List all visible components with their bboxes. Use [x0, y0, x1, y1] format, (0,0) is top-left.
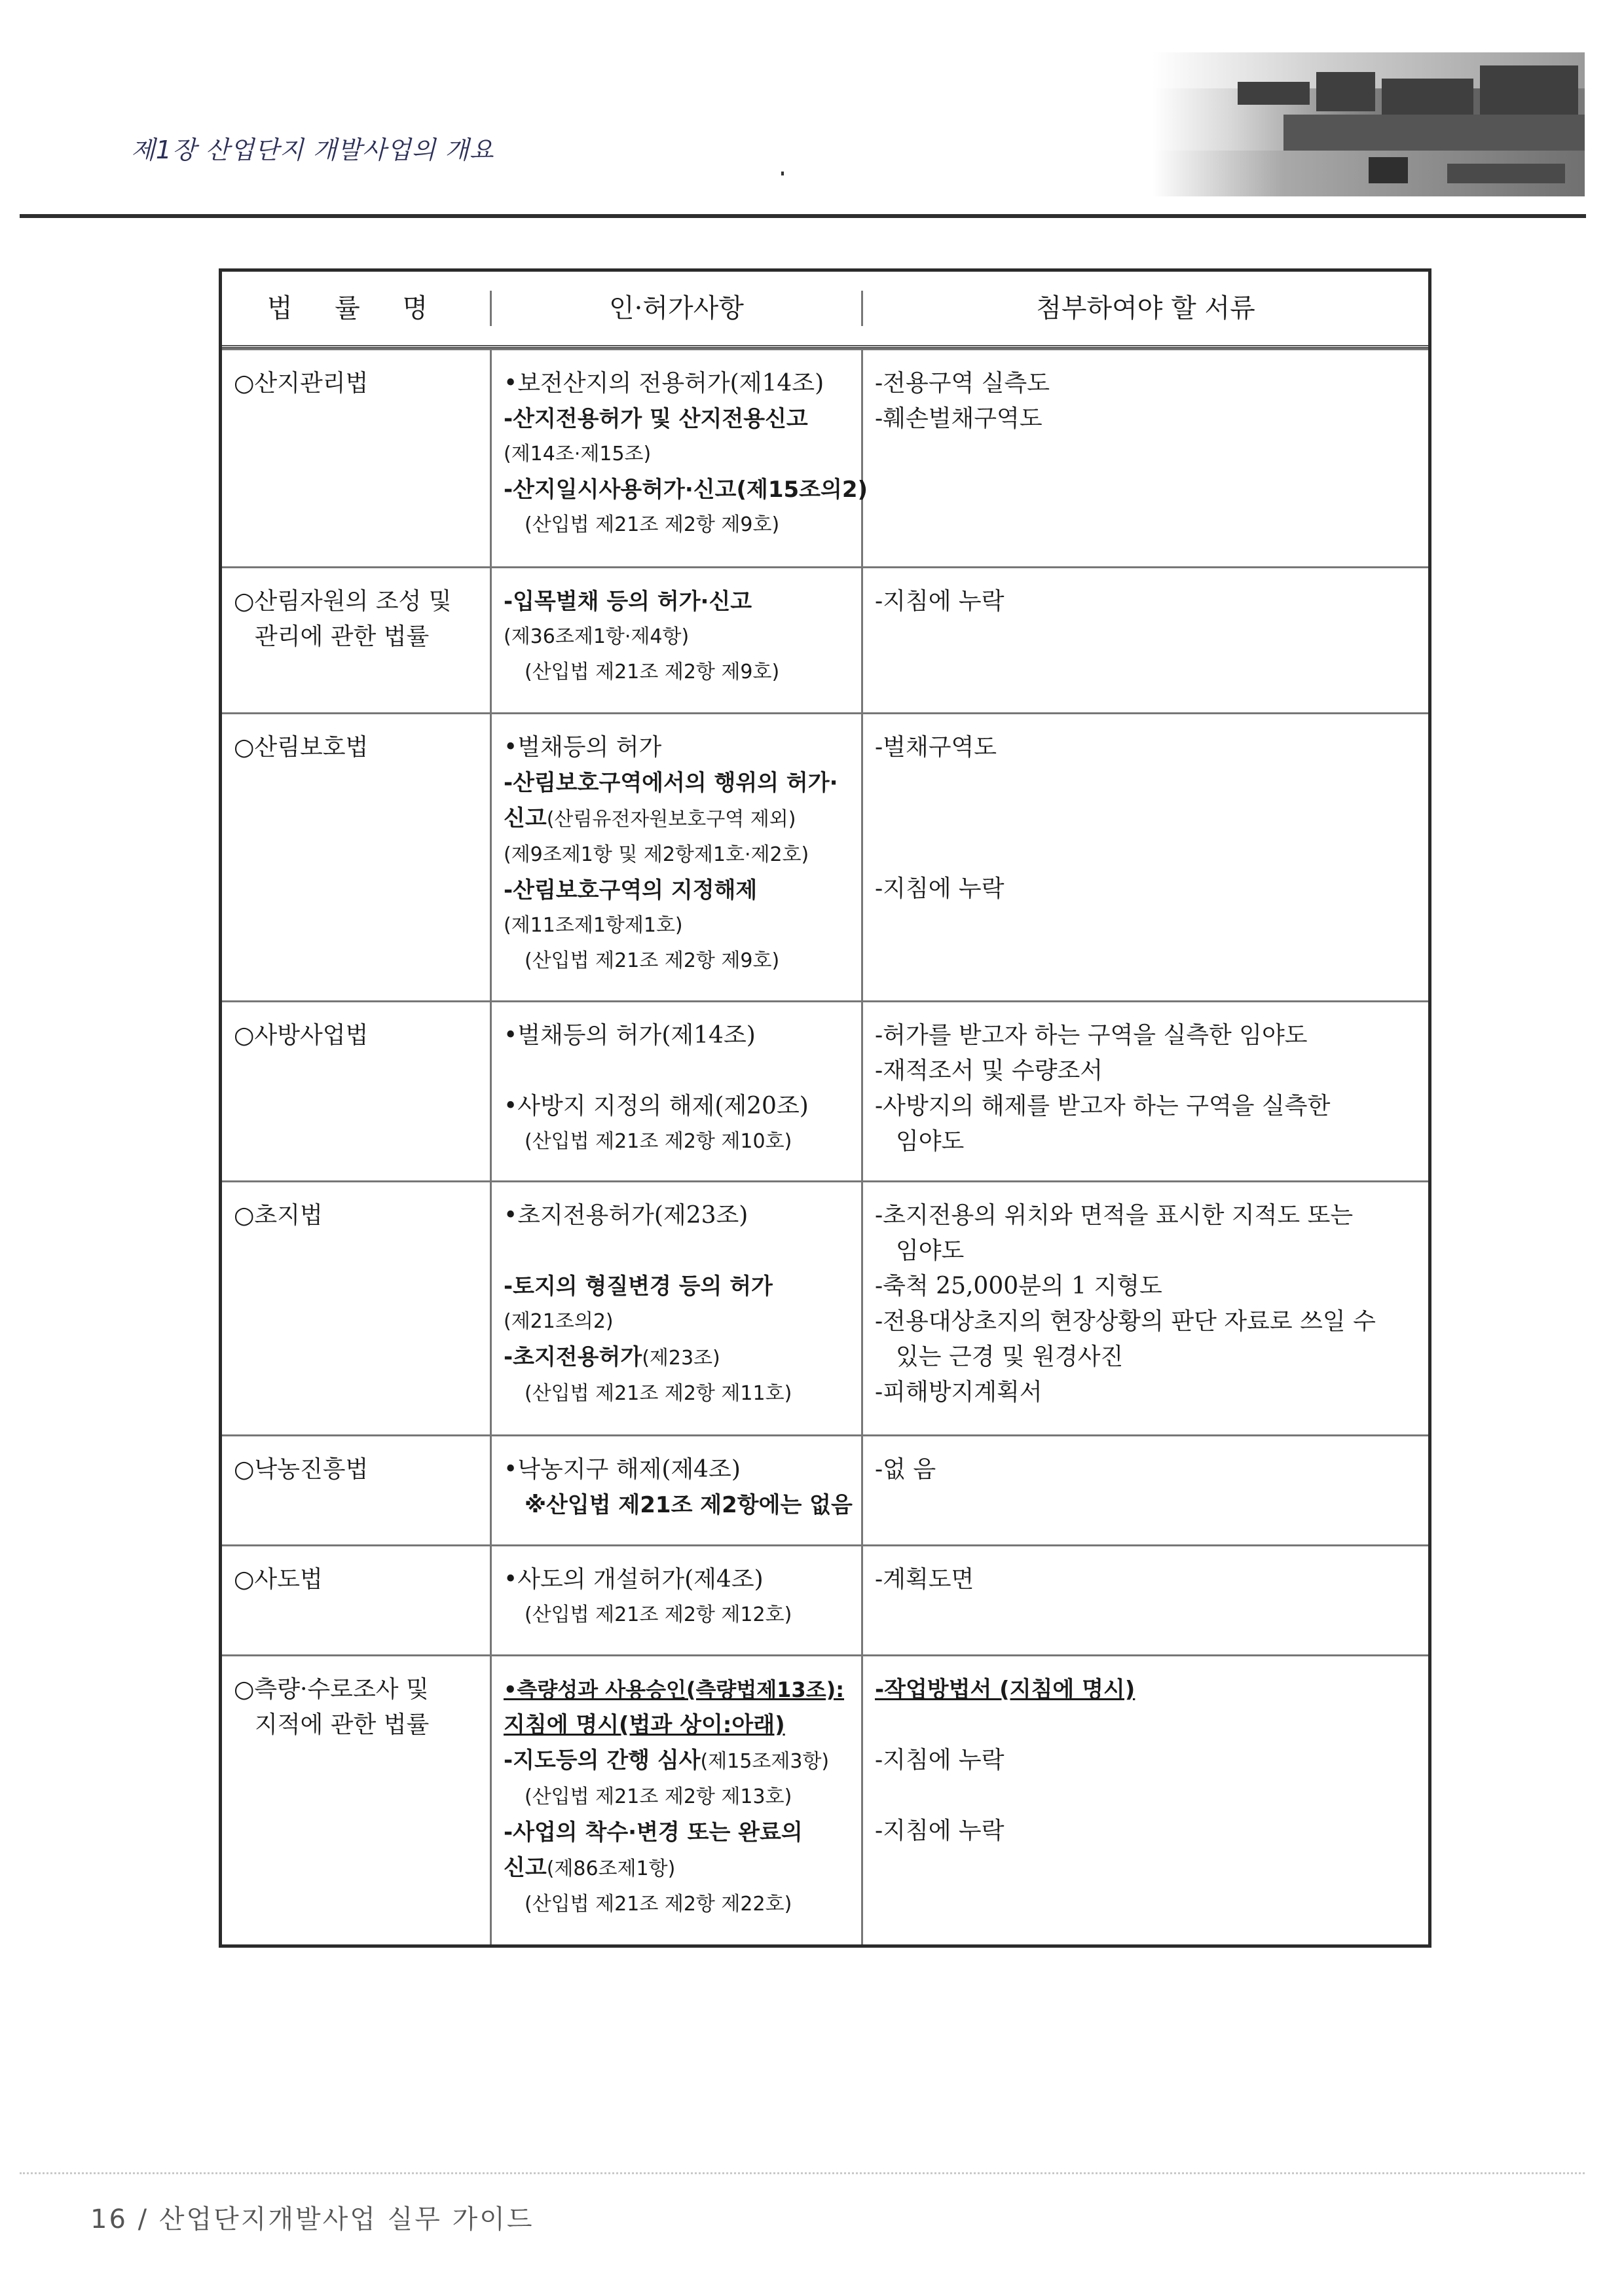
- law-name-cell: [222, 714, 492, 1000]
- law-name-cell: [222, 1182, 492, 1434]
- document-line: -축척 25,000분의 1 지형도: [875, 1273, 1162, 1300]
- column-header-permits: 인·허가사항: [492, 291, 863, 326]
- document-line: -피해방지계획서: [875, 1379, 1043, 1406]
- document-line: 있는 근경 및 원경사진: [896, 1343, 1124, 1370]
- book-title: 산업단지개발사업 실무 가이드: [158, 2204, 534, 2234]
- document-line: 임야도: [896, 1237, 965, 1264]
- footer-rule: [20, 2172, 1585, 2174]
- document-line: -없 음: [875, 1456, 936, 1483]
- chapter-title: 제1장 산업단지 개발사업의 개요: [131, 136, 494, 164]
- permit-line: 지침에 명시(법과 상이:아래): [504, 1712, 785, 1738]
- permit-cell: [492, 714, 863, 1000]
- permit-line: (산입법 제21조 제2항 제9호): [525, 661, 780, 683]
- permit-cell: [492, 1656, 863, 1944]
- document-line: -허가를 받고자 하는 구역을 실측한 임야도: [875, 1022, 1308, 1049]
- document-line: -지침에 누락: [875, 1817, 1005, 1844]
- law-name: ○산림보호법: [234, 734, 369, 761]
- table-header-row: [222, 272, 1428, 348]
- table-row: [222, 1180, 1428, 1434]
- document-line: -전용대상초지의 현장상황의 판단 자료로 쓰일 수: [875, 1308, 1376, 1335]
- document-line: -벌채구역도: [875, 734, 997, 761]
- law-name-cell: [222, 1002, 492, 1180]
- law-name: ○낙농진흥법: [234, 1456, 369, 1483]
- document-line: -훼손벌채구역도: [875, 405, 1043, 432]
- permit-line: •초지전용허가(제23조): [504, 1202, 748, 1229]
- permit-cell: [492, 350, 868, 566]
- permit-line: (제86조제1항): [546, 1857, 676, 1880]
- permit-cell: [492, 568, 863, 712]
- permit-line: -산림보호구역의 지정해제: [504, 877, 758, 903]
- permit-line: -산지일시사용허가·신고(제15조의2): [504, 477, 868, 503]
- law-name-cell: [222, 350, 492, 566]
- document-line: -지침에 누락: [875, 875, 1005, 902]
- documents-cell: [863, 1546, 1428, 1654]
- permit-cell: [492, 1182, 863, 1434]
- permit-line: (산입법 제21조 제2항 제10호): [525, 1130, 792, 1153]
- document-line: -전용구역 실측도: [875, 370, 1050, 397]
- law-name-cell: [222, 568, 492, 712]
- permit-line: (산입법 제21조 제2항 제11호): [525, 1382, 792, 1405]
- permit-line: •사방지 지정의 해제(제20조): [504, 1093, 809, 1120]
- column-header-law: 법 률 명: [222, 291, 492, 326]
- table-row: [222, 566, 1428, 712]
- law-name-cell: [222, 1546, 492, 1654]
- permit-line: -지도등의 간행 심사: [504, 1747, 701, 1774]
- permit-line: (제9조제1항 및 제2항제1호·제2호): [504, 843, 809, 866]
- law-name: ○산지관리법: [234, 370, 369, 397]
- permit-line: (제15조제3항): [700, 1750, 830, 1773]
- documents-cell: [863, 568, 1428, 712]
- header-photo: [1153, 52, 1585, 196]
- document-line: -지침에 누락: [875, 1747, 1005, 1774]
- permit-line: (제36조제1항·제4항): [504, 625, 690, 648]
- permit-line: -사업의 착수·변경 또는 완료의: [504, 1819, 803, 1846]
- permit-line: (제14조·제15조): [504, 443, 652, 465]
- law-name: ○사도법: [234, 1566, 323, 1593]
- law-name-cell: [222, 1656, 492, 1944]
- permit-line: (산입법 제21조 제2항 제12호): [525, 1603, 792, 1626]
- table-row: [222, 1654, 1428, 1944]
- documents-cell: [863, 1182, 1428, 1434]
- law-name: ○산림자원의 조성 및: [234, 588, 452, 615]
- permit-line: -토지의 형질변경 등의 허가: [504, 1273, 773, 1300]
- documents-cell: [863, 1436, 1428, 1544]
- permit-line: (산입법 제21조 제2항 제9호): [525, 949, 780, 972]
- permit-line: •측량성과 사용승인(측량법제13조):: [504, 1677, 845, 1702]
- law-name: ○측량·수로조사 및: [234, 1676, 429, 1703]
- document-line: -초지전용의 위치와 면적을 표시한 지적도 또는: [875, 1202, 1354, 1229]
- law-name: 지적에 관한 법률: [255, 1711, 430, 1738]
- permit-line: •보전산지의 전용허가(제14조): [504, 370, 824, 397]
- page-footer: [90, 2198, 534, 2236]
- permit-line: (제11조제1항제1호): [504, 914, 683, 937]
- permit-line: (산입법 제21조 제2항 제22호): [525, 1893, 792, 1916]
- document-line: -지침에 누락: [875, 588, 1005, 615]
- stray-mark: [781, 172, 784, 175]
- law-name: ○사방사업법: [234, 1022, 369, 1049]
- documents-cell: [863, 1656, 1428, 1944]
- permit-line: •벌채등의 허가(제14조): [504, 1022, 756, 1049]
- permit-line: (제21조의2): [504, 1310, 614, 1333]
- permit-line: (산입법 제21조 제2항 제13호): [525, 1785, 792, 1808]
- permit-line: •낙농지구 해제(제4조): [504, 1456, 741, 1483]
- permit-line: (산림유전자원보호구역 제외): [546, 808, 796, 831]
- document-line: -작업방법서 (지침에 명시): [875, 1677, 1135, 1703]
- document-line: 임야도: [896, 1128, 965, 1155]
- documents-cell: [863, 714, 1428, 1000]
- table-row: [222, 348, 1428, 566]
- permit-line: -초지전용허가: [504, 1344, 642, 1370]
- law-name: 관리에 관한 법률: [255, 623, 430, 650]
- permit-line: 신고: [504, 1855, 547, 1881]
- permit-line: ※산입법 제21조 제2항에는 없음: [525, 1492, 853, 1518]
- table-row: [222, 1000, 1428, 1180]
- document-line: -재적조서 및 수량조서: [875, 1057, 1103, 1084]
- documents-cell: [863, 1002, 1428, 1180]
- page-number: 16 /: [90, 2204, 149, 2234]
- document-line: -계획도면: [875, 1566, 974, 1593]
- permit-line: (제23조): [642, 1347, 720, 1370]
- permit-line: •사도의 개설허가(제4조): [504, 1566, 764, 1593]
- document-line: -사방지의 해제를 받고자 하는 구역을 실측한: [875, 1093, 1331, 1120]
- documents-cell: [863, 350, 1428, 566]
- table-row: [222, 1434, 1428, 1544]
- law-permit-table: [219, 268, 1431, 1948]
- permit-cell: [492, 1436, 863, 1544]
- permit-line: -산지전용허가 및 산지전용신고: [504, 406, 808, 432]
- permit-line: -입목벌채 등의 허가·신고: [504, 589, 752, 615]
- permit-line: -산림보호구역에서의 행위의 허가·: [504, 770, 838, 796]
- table-row: [222, 1544, 1428, 1654]
- permit-cell: [492, 1002, 863, 1180]
- table-row: [222, 712, 1428, 1000]
- header-rule: [20, 214, 1586, 218]
- law-name: ○초지법: [234, 1202, 323, 1229]
- law-name-cell: [222, 1436, 492, 1544]
- permit-line: 신고: [504, 805, 547, 831]
- column-header-documents: 첨부하여야 할 서류: [1036, 293, 1255, 323]
- permit-line: (산입법 제21조 제2항 제9호): [525, 513, 780, 536]
- permit-cell: [492, 1546, 863, 1654]
- permit-line: •벌채등의 허가: [504, 734, 662, 761]
